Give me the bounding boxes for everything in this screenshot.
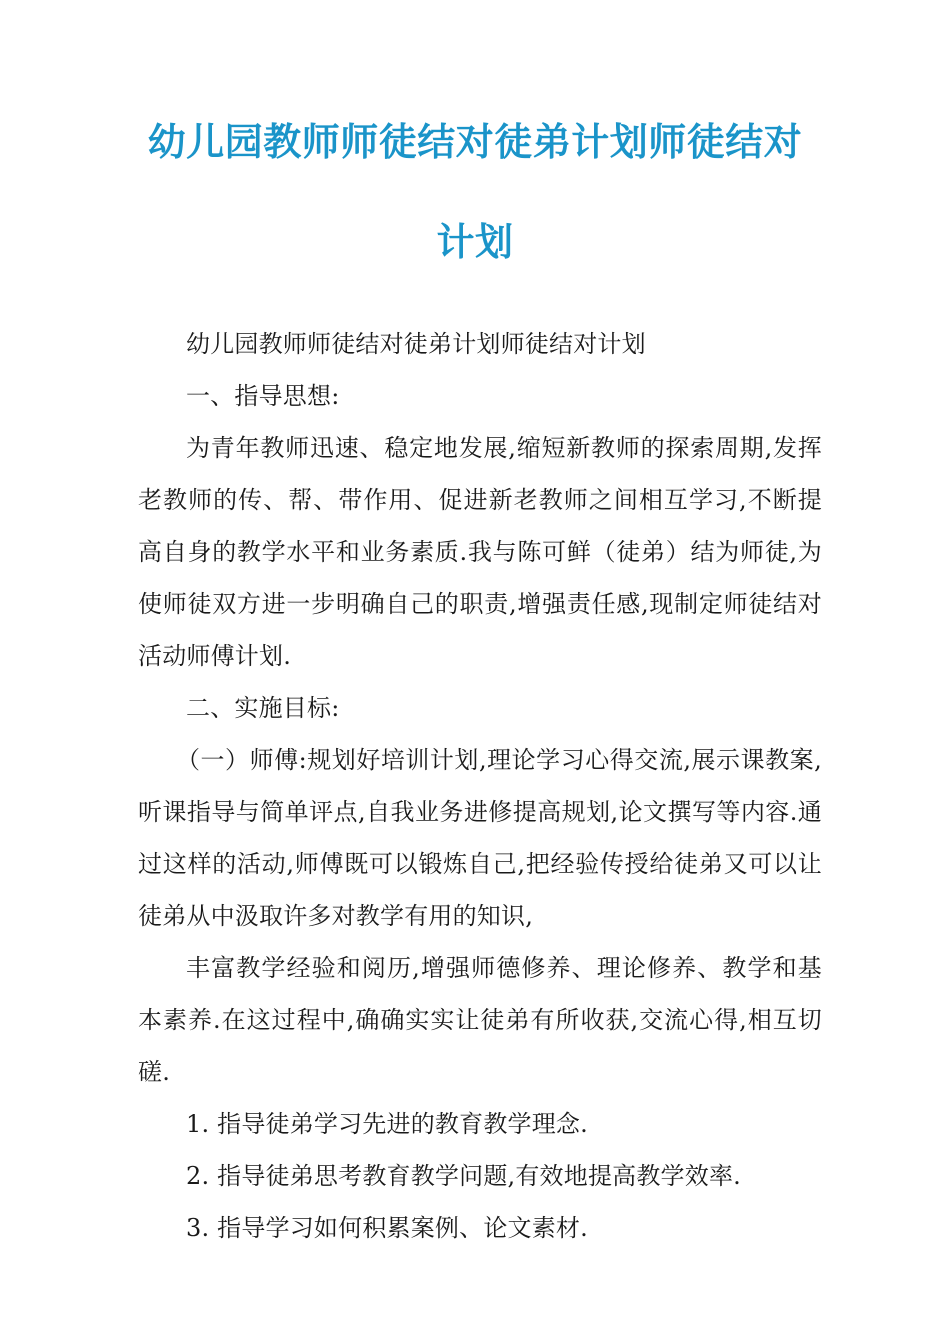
mentor-goals-paragraph: （一）师傅:规划好培训计划,理论学习心得交流,展示课教案,听课指导与简单评点,自我业务进修提高规划,论文撰写等内容.通过这样的活动,师傅既可以锻炼自己,把经验传授给徒弟又可以让徒弟从中汲取许多对教学有用的知识, — [138, 746, 822, 930]
list-item-1: 1. 指导徒弟学习先进的教育教学理念. — [186, 1110, 588, 1138]
document-title-line-1: 幼儿园教师师徒结对徒弟计划师徒结对 — [147, 120, 803, 164]
list-item-2: 2. 指导徒弟思考教育教学问题,有效地提高教学效率. — [186, 1162, 741, 1190]
guiding-thought-paragraph: 为青年教师迅速、稳定地发展,缩短新教师的探索周期,发挥老教师的传、帮、带作用、促进新老教师之间相互学习,不断提高自身的教学水平和业务素质.我与陈可鲜（徒弟）结为师徒,为使师徒双方进一步明确自己的职责,增强责任感,现制定师徒结对活动师傅计划. — [138, 434, 822, 670]
section-heading-guiding-thought: 一、指导思想: — [186, 382, 340, 410]
document-title-line-2: 计划 — [436, 220, 514, 264]
document-body — [138, 318, 822, 1254]
intro-paragraph: 幼儿园教师师徒结对徒弟计划师徒结对计划 — [186, 330, 646, 358]
experience-paragraph: 丰富教学经验和阅历,增强师德修养、理论修养、教学和基本素养.在这过程中,确确实实让徒弟有所收获,交流心得,相互切磋. — [138, 954, 822, 1086]
list-item-3: 3. 指导学习如何积累案例、论文素材. — [186, 1214, 588, 1242]
section-heading-goals: 二、实施目标: — [186, 694, 340, 722]
